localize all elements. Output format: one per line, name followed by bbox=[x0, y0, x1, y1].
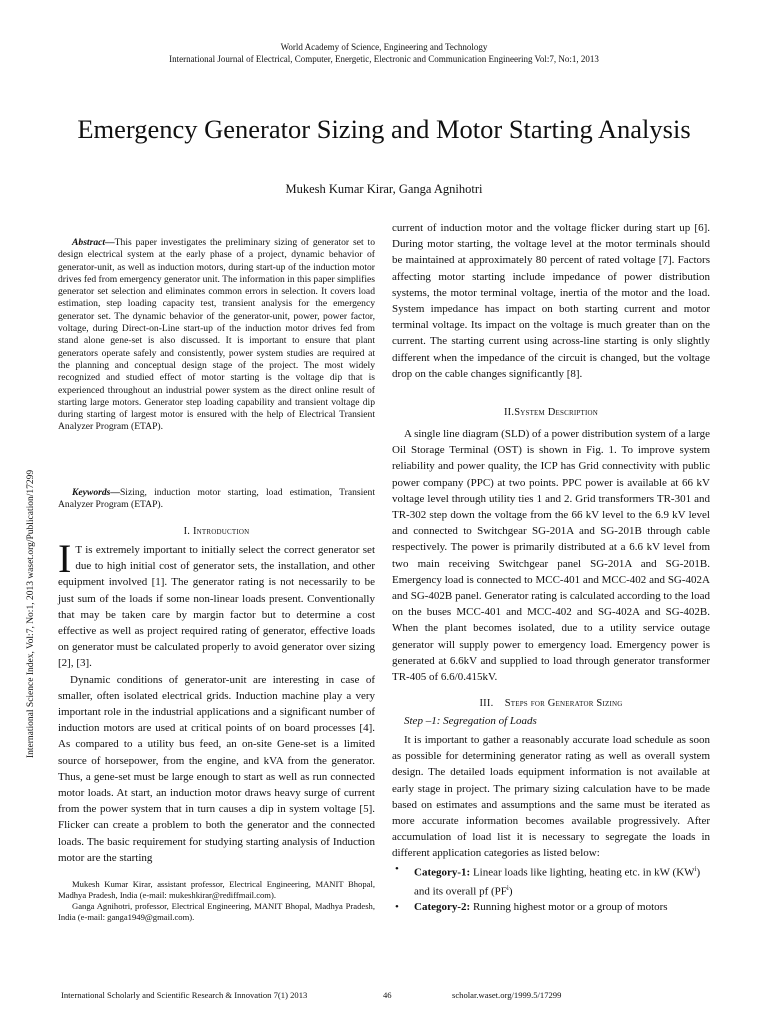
section-heading-generator-sizing: III. Steps for Generator Sizing bbox=[479, 698, 623, 709]
abstract-label: Abstract— bbox=[72, 237, 115, 248]
journal-publisher: World Academy of Science, Engineering and Technology bbox=[280, 42, 488, 52]
drop-cap: I bbox=[58, 536, 72, 581]
journal-name: International Journal of Electrical, Computer, Energetic, Electronic and Communication Engineering Vol:7, No:1, 2013 bbox=[169, 54, 599, 64]
step-1-title: Step –1: Segregation of Loads bbox=[404, 715, 537, 727]
abstract bbox=[58, 237, 375, 434]
footer-publisher: International Scholarly and Scientific Research & Innovation 7(1) 2013 bbox=[61, 990, 308, 1000]
intro-paragraph-2: Dynamic conditions of generator-unit are interesting in case of smaller, often isolated electrical grids. Induction machine play a very important role in the industrial applications and a significant number of induction motors are used at critical points of on board processes [4]. As compared to a utility bus feed, an on-site Gene-set is a limited source of horsepower, from the engine, and kVA from the generator. Thus, a gene-set must be large enough to start as well as run connected motor loads. At start, an induction motor draws heavy surge of current from the power system that in turn causes a dip in system voltage [5]. Flicker can create a problem to both the generator and the connected loads. The basic requirement for studying starting analysis of Induction motor are the starting bbox=[58, 673, 375, 864]
bullet-icon: • bbox=[395, 863, 399, 875]
abstract-text: This paper investigates the preliminary sizing of generator set to design electrical system at the early phase of a project, dynamic behavior of generator-unit, as well as induction motors, during start-up of the induction motor drives fed from emergency generator unit. The information in this paper simplifies generator set selection and eliminates common errors in selection. It covers load estimation, step loading capacity test, transient analysis for the emergency generator set. The dynamic behavior of the generator-unit, power, power factor, voltage, during Direct-on-Line start-up of the induction motor drives fed from stand alone gene-set is also discussed. It is important to ensure that plant generators operate safely and consistently, power system studies are required at the planning and conceptual design stage of the project. The most widely recognized and studied effect of motor starting is the voltage dip that is experienced throughout an industrial power system as the direct online result of starting large motors. Generator step loading capability and transient voltage dip during starting of largest motor is ensured with the help of Electrical Transient Analyzer Program (ETAP). bbox=[58, 237, 375, 433]
authors: Mukesh Kumar Kirar, Ganga Agnihotri bbox=[285, 182, 483, 196]
keywords-text: Sizing, induction motor starting, load estimation, Transient Analyzer Program (ETAP). bbox=[58, 487, 375, 511]
footnote-author-1: Mukesh Kumar Kirar, assistant professor, Electrical Engineering, MANIT Bhopal, Madhya Pradesh, India (e-mail: mukeshkirar@rediffmail.com). bbox=[58, 879, 375, 900]
paper-title: Emergency Generator Sizing and Motor Starting Analysis bbox=[77, 114, 691, 144]
keywords bbox=[58, 487, 375, 512]
introduction-body bbox=[58, 536, 375, 866]
bullet-icon: • bbox=[395, 901, 399, 914]
section-heading-system-description: II.System Description bbox=[503, 407, 599, 418]
sidebar-index: International Science Index, Vol:7, No:1, 2013 waset.org/Publication/17299 bbox=[26, 469, 36, 758]
keywords-label: Keywords— bbox=[72, 487, 120, 498]
system-description-paragraph: A single line diagram (SLD) of a power distribution system of a large Oil Storage Terminal (OST) is shown in Fig. 1. To improve system reliability and power quality, the ICP has Grid connectivity with public power company (PPC) at two points. PPC power is available at 66 kV voltage level through utility ties 1 and 2. Grid transformers TR-301 and TR-302 step down the voltage from the 66 kV level to the 6.9 kV level and connected to Switchgear SG-201A and SG-201B through cable respectively. The power is primarily distributed at a 6.6 kV level from two main receiving Switchgear panel SG-201A and SG-201B. Emergency load is connected to MCC-401 and MCC-402 and SG-402A and SG-402B panel. Generator rating is calculated according to the load on the buses MCC-401 and MCC-402 and SG-402A and SG-402B. When the plant becomes isolated, due to a utility service outage generator will supply power to emergency load. Emergency power is generated at 6.6kV and supplied to load through generator transformer TR-405 of 6.6/0.415kV. bbox=[392, 428, 710, 684]
section-heading-introduction: I. Introduction bbox=[183, 526, 250, 537]
footer-link[interactable]: scholar.waset.org/1999.5/17299 bbox=[452, 990, 562, 1000]
intro-continued-paragraph: current of induction motor and the voltage flicker during start up [6]. During motor starting, the voltage level at the motor terminals should be maintained at approximately 80 percent of rated voltage [7]. Factors affecting motor starting include impedance of power distribution systems, the motor terminal voltage, inertia of the motor and the load. System impedance has impact on both starting current and motor terminal voltage. Its impact on the voltage is much greater than on the current. The starting current using across-line starting is only slightly different when the impedance of the circuit is changed, but the voltage drop on the cable changes significantly [8]. bbox=[392, 222, 710, 380]
page-number: 46 bbox=[383, 990, 392, 1000]
category-list bbox=[392, 862, 710, 916]
footnote-author-2: Ganga Agnihotri, professor, Electrical Engineering, MANIT Bhopal, Madhya Pradesh, India (e-mail: ganga1949@gmail.com). bbox=[58, 901, 375, 922]
list-item: • Category-2: Running highest motor or a group of motors bbox=[395, 901, 668, 914]
step-1-paragraph: It is important to gather a reasonably accurate load schedule as soon as possible for determining generator rating as well as overall system design. The detailed loads equipment information is not available at early stage in project. The primary sizing calculation have to be made based on estimates and assumptions and the same must be iterated as more accurate information becomes available progressively. After accumulation of load list it is necessary to segregate the loads in different application categories as listed below: bbox=[392, 734, 710, 860]
intro-paragraph-1: I T is extremely important to initially select the correct generator set due to high initial cost of generator sets, the installation, and other equipment involved [1]. The generator rating is not necessarily to be just sum of the loads if some non-linear loads present. Conventionally that may be taken care by margin factor but to determine a cost effective as well as project required rating of generator, effective loads on generator must be calculated properly to avoid generator over sizing [2], [3]. bbox=[58, 536, 375, 670]
list-item: • Category-1: Linear loads like lighting, heating etc. in kW $(KW^i)$ and its overall pf $(PF^i)$ bbox=[395, 863, 701, 898]
author-footnotes bbox=[58, 879, 375, 923]
